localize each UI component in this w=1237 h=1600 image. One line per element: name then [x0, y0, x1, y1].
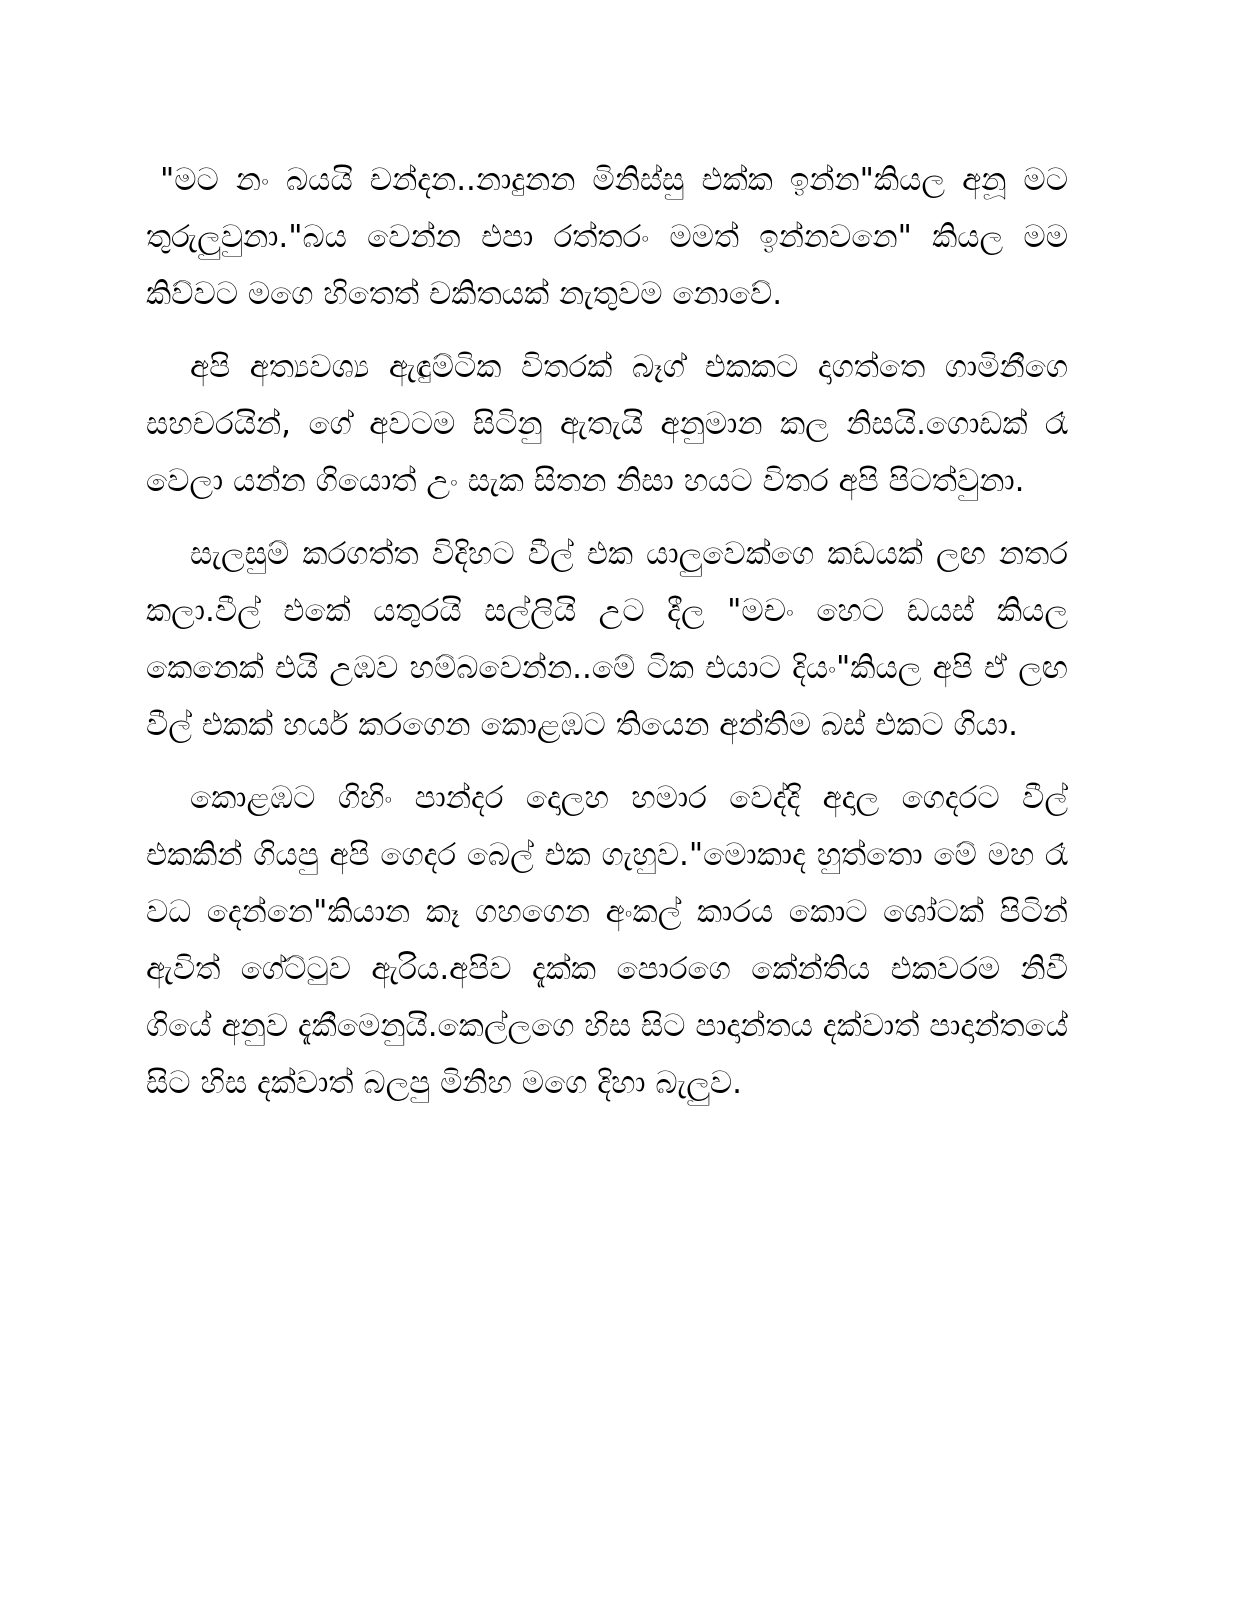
paragraph-3: සැලසුම් කරගත්ත විදිහට වීල් එක යාලුවෙක්ගෙ කඩයක් ලඟ නතර කලා.වීල් එකේ යතුරයි සල්ලියි උට දීල "මචං හෙට ඩයස් කියල කෙනෙක් එයි උඹව හම්බවෙන්න..මේ ටික එයාට දියං"කියල අපි ඒ ලඟ වීල් එකක් හයර් කරගෙන කොළඹට තියෙන අන්තිම බස් එකට ගියා.: [146, 536, 1068, 743]
paragraph-4: කොළඹට ගිහිං පාන්දර දොලහ හමාර වෙද්දි අදාල ගෙදරට වීල් එකකින් ගියපු අපි ගෙදර බෙල් එක ගැහුව."මොකාද හුත්තො මේ මහ රෑ වධ දෙන්නෙ"කියාන කෑ ගහගෙන අංකල් කාරය කොට ශෝටක් පිටින් ඇවිත් ගේට්ටුව ඇරිය.අපිව දැක්ක පොරගෙ කේන්තිය එකවරම නිවී ගියේ අනුව දැකීමෙනුයි.කෙල්ලගෙ හිස සිට පාදාන්තය දක්වාත් පාදාන්තයේ සිට හිස දක්වාත් බලපු මිනිහ මගෙ දිහා බැලුව.: [146, 780, 1068, 1101]
paragraph-1: "මට නං බයයි චන්දන..නාදුනන මිනිස්සු එක්ක ඉන්න"කියල අනූ මට තුරුලුවුනා."බය වෙන්න එපා රත්තරං මමත් ඉන්නවනෙ" කියල මම කිව්වට මගෙ හිතෙත් චකිතයක් නැතුවම නොවේ.: [146, 162, 1068, 312]
paragraph-2: අපි අත්‍යවශ්‍ය ඇඳුම්ටික විතරක් බෑග් එකකට දාගත්තෙ ගාමිනීගෙ සහචරයින්, ගේ අවටම සිටිනු ඇතැයි අනුමාන කල නිසයි.ගොඩක් රෑ වෙලා යන්න ගියොත් උං සැක සිතන නිසා හයට විතර අපි පිටත්වුනා.: [146, 349, 1068, 499]
story-text: [146, 152, 1068, 1128]
